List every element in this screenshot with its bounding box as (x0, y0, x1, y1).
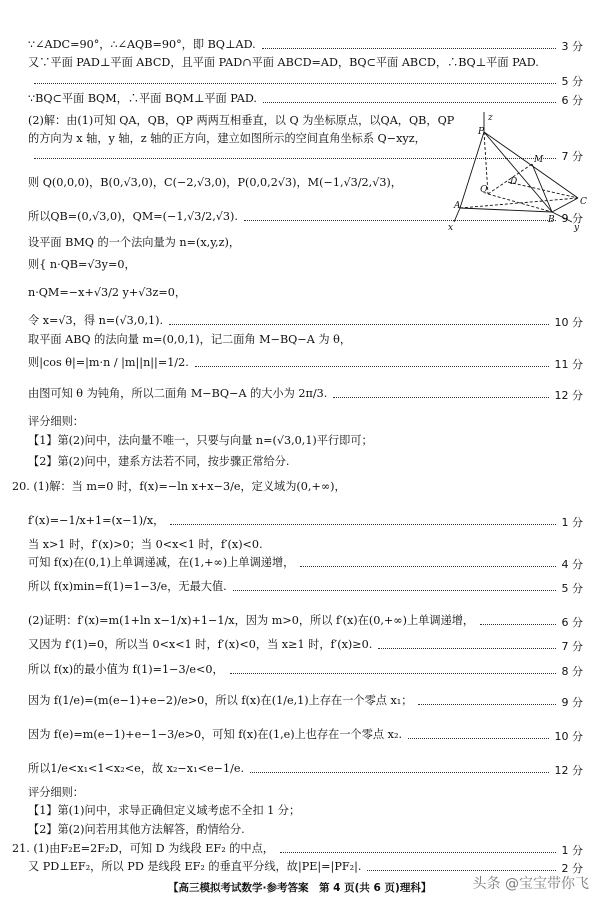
text-line: 21. (1)由F₂E=2F₂D，可知 D 为线段 EF₂ 的中点， (12, 842, 274, 855)
score-mark: 5 分 (561, 75, 583, 88)
leader-dots (300, 566, 555, 567)
score-mark: 6 分 (561, 616, 583, 629)
score-mark: 11 分 (554, 358, 583, 371)
leader-dots (34, 83, 556, 84)
label-P: P (478, 127, 485, 137)
score-mark: 1 分 (561, 516, 583, 529)
text-line: 又因为 f′(1)=0，所以当 0<x<1 时，f′(x)<0，当 x≥1 时，f′(x)≥0. (28, 638, 373, 651)
text-line: 又∵平面 PAD⊥平面 ABCD，且平面 PAD∩平面 ABCD=AD，BQ⊂平面 ABCD，∴BQ⊥平面 PAD. (28, 56, 539, 69)
text-line: 【1】第(2)问中，法向量不唯一，只要与向量 n=(√3,0,1)平行即可； (28, 434, 373, 447)
leader-dots (169, 324, 548, 325)
label-z: z (488, 113, 493, 123)
leader-dots (250, 772, 548, 773)
text-line: 【2】第(2)问若用其他方法解答，酌情给分. (28, 823, 245, 836)
text-line: 评分细则： (28, 786, 84, 799)
text-line: 所以 f(x)min=f(1)=1−3/e，无最大值. (28, 580, 227, 593)
watermark: 头条 @宝宝带你飞 (472, 876, 589, 892)
text-line: 的方向为 x 轴，y 轴，z 轴的正方向，建立如图所示的空间直角坐标系 Q−xyz， (28, 132, 426, 145)
score-mark: 5 分 (561, 582, 583, 595)
label-D: D (510, 177, 518, 187)
leader-dots (333, 397, 548, 398)
text-line: 则{ n·QB=√3y=0， (28, 258, 136, 271)
leader-dots (233, 590, 556, 591)
text-line: (2)解：由(1)可知 QA，QB，QP 两两互相垂直，以 Q 为坐标原点，以QA，QB，QP (28, 114, 455, 127)
text-line: 所以 f(x)的最小值为 f(1)=1−3/e<0， (28, 663, 224, 676)
leader-dots (280, 852, 556, 853)
score-mark: 10 分 (554, 316, 583, 329)
text-line: 则 Q(0,0,0)，B(0,√3,0)，C(−2,√3,0)，P(0,0,2√3)，M(−1,√3/2,√3)， (28, 176, 402, 189)
text-line: n·QM=−x+√3/2 y+√3z=0， (28, 286, 187, 299)
score-mark: 9 分 (561, 696, 583, 709)
text-line: 因为 f(1/e)=(m(e−1)+e−2)/e>0，所以 f(x)在(1/e,1)上存在一个零点 x₁； (28, 694, 413, 707)
text-line: ∵BQ⊂平面 BQM，∴平面 BQM⊥平面 PAD. (28, 92, 257, 105)
score-mark: 7 分 (561, 150, 583, 163)
text-line: ∵∠ADC=90°，∴∠AQB=90°，即 BQ⊥AD. (28, 38, 256, 51)
text-line: 可知 f(x)在(0,1)上单调递减，在(1,+∞)上单调递增， (28, 556, 295, 569)
label-A: A (454, 201, 461, 211)
page-footer: 【高三模拟考试数学·参考答案 第 4 页(共 6 页)理科】 (168, 882, 432, 894)
score-mark: 9 分 (561, 212, 583, 225)
leader-dots (378, 648, 555, 649)
edge-AB (460, 208, 552, 212)
score-mark: 12 分 (554, 764, 583, 777)
leader-dots (170, 524, 555, 525)
coordinate-figure (448, 112, 597, 237)
score-mark: 3 分 (561, 40, 583, 53)
text-line: 【2】第(2)问中，建系方法若不同，按步骤正常给分. (28, 455, 290, 468)
leader-dots (263, 102, 556, 103)
leader-dots (367, 870, 555, 871)
y-axis (552, 212, 572, 222)
text-line: 20. (1)解：当 m=0 时，f(x)=−ln x+x−3/e，定义域为(0,+∞)， (12, 480, 346, 493)
text-line: 设平面 BMQ 的一个法向量为 n=(x,y,z)， (28, 236, 241, 249)
label-Q: Q (480, 185, 488, 195)
score-mark: 2 分 (561, 862, 583, 875)
text-line: f′(x)=−1/x+1=(x−1)/x， (28, 514, 165, 527)
text-line: 当 x>1 时，f′(x)>0；当 0<x<1 时，f′(x)<0. (28, 538, 263, 551)
text-line: 由图可知 θ 为钝角，所以二面角 M−BQ−A 的大小为 2π/3. (28, 387, 328, 400)
text-line: 所以QB=(0,√3,0)，QM=(−1,√3/2,√3). (28, 210, 238, 223)
score-mark: 8 分 (561, 665, 583, 678)
leader-dots (230, 673, 556, 674)
text-line: 令 x=√3，得 n=(√3,0,1). (28, 314, 164, 327)
score-mark: 7 分 (561, 640, 583, 653)
text-line: 取平面 ABQ 的法向量 m=(0,0,1)，记二面角 M−BQ−A 为 θ， (28, 333, 352, 346)
text-line: 所以1/e<x₁<1<x₂<e，故 x₂−x₁<e−1/e. (28, 762, 245, 775)
edge-PA (460, 132, 484, 208)
leader-dots (408, 738, 548, 739)
score-mark: 10 分 (554, 730, 583, 743)
score-mark: 4 分 (561, 558, 583, 571)
text-line: 又 PD⊥EF₂，所以 PD 是线段 EF₂ 的垂直平分线，故|PE|=|PF₂|. (28, 860, 362, 873)
text-line: 评分细则： (28, 415, 84, 428)
label-B: B (548, 215, 555, 225)
label-M: M (534, 155, 544, 165)
text-line: (2)证明：f′(x)=m(1+ln x−1/x)+1−1/x，因为 m>0，所以 f′(x)在(0,+∞)上单调递增， (28, 614, 475, 627)
text-line: 因为 f(e)=m(e−1)+e−1−3/e>0，可知 f(x)在(1,e)上也存在一个零点 x₂. (28, 728, 403, 741)
score-mark: 1 分 (561, 844, 583, 857)
label-C: C (580, 197, 587, 207)
label-y: y (574, 223, 580, 233)
text-line: 【1】第(1)问中，求导正确但定义域考虑不全扣 1 分； (28, 804, 301, 817)
leader-dots (418, 704, 555, 705)
label-x: x (448, 223, 454, 233)
leader-dots (262, 48, 556, 49)
edge-PB (484, 132, 552, 212)
text-line: 则|cos θ|=|m·n / |m||n||=1/2. (28, 356, 189, 369)
score-mark: 12 分 (554, 389, 583, 402)
leader-dots (195, 366, 549, 367)
score-mark: 6 分 (561, 94, 583, 107)
leader-dots (480, 624, 555, 625)
